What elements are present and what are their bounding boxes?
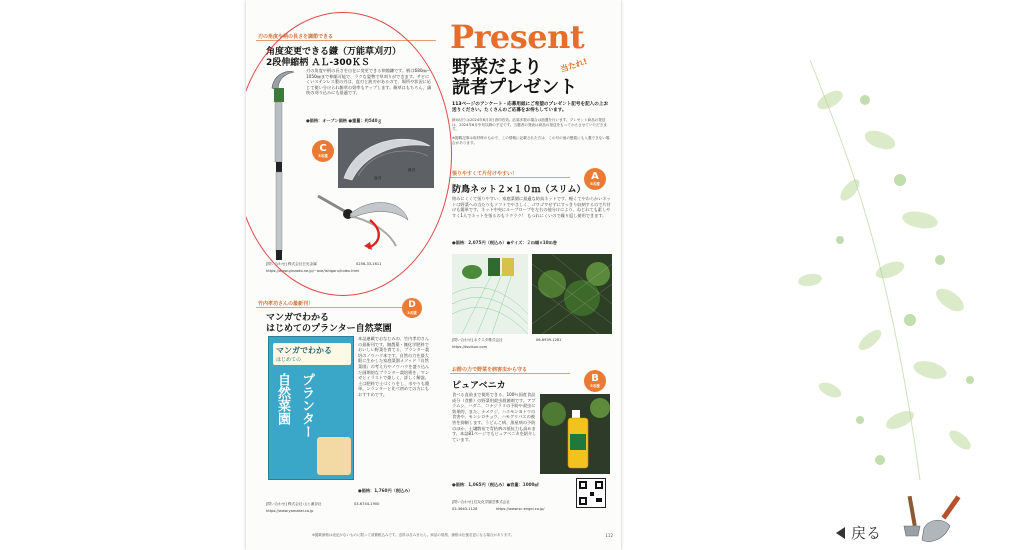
item-c-label-wave: 波刃 <box>408 168 416 172</box>
present-note: ※掲載記事は取材時のもので、この情報に記載された方は、この号の他の懸賞にも入選できない場合があります。 <box>452 136 610 145</box>
item-d-body: 本誌連載でおなじみの、竹内孝功さんの最新刊です。無農薬・無化学肥料でおいしい野菜を育てる、プランター栽培のノウハウ本です。自然の力を最大限に生かした家庭菜園メソッド『自然菜園』の考え方やノウハウを盛り込んだ画期的なプランター栽培術を、マンガとイラストで楽しく、詳しく解説。土は肥料で土づくりをし、水やりも簡単。ンランターと比べ初めての方にもおすすめです。 <box>358 336 430 397</box>
net-garden-photo <box>532 254 612 334</box>
item-c-rule <box>256 40 436 41</box>
item-d-badge-letter: D <box>408 300 416 310</box>
item-b-badge-count: 5名様 <box>590 384 600 388</box>
item-d-badge <box>402 298 422 318</box>
item-b-contact: [問い合わせ] 住友化学園芸株式会社 <box>452 500 510 504</box>
item-c-badge-count: 3名様 <box>318 154 328 158</box>
book-cover-photo <box>268 336 354 480</box>
item-c-phone: 0256-33-1611 <box>356 262 382 266</box>
item-d-phone: 03-6744-1900 <box>354 502 380 506</box>
item-a-title: 防鳥ネット２×１０ｍ（スリム） <box>452 185 586 195</box>
angle-adjust-photo <box>312 190 412 252</box>
item-a-contact: [問い合わせ] ネクスタ株式会社 <box>452 338 503 342</box>
present-atare-badge: 当たれ! <box>559 56 589 75</box>
item-a-price: ●価格：2,075円（税込み）●サイズ：２ｍ幅×10ｍ巻 <box>452 240 557 245</box>
book-cover-illustration <box>317 437 351 475</box>
present-heading: Present <box>450 18 585 56</box>
item-d-title-1: マンガでわかる <box>266 313 330 323</box>
item-c-badge-letter: C <box>319 143 327 154</box>
item-a-kicker: 張りやすくて片付けやすい！ <box>452 171 518 177</box>
item-b-kicker: お酢の力で野菜を病害虫から守る <box>452 367 528 373</box>
item-d-title-2: はじめてのプランター自然菜園 <box>266 324 392 334</box>
item-c-price: ●価格：オープン価格 ●重量：約540ｇ <box>306 118 382 123</box>
item-b-phone: 03-3663-1128 <box>452 507 478 511</box>
item-a-phone: 06-6939-1281 <box>536 338 562 342</box>
book-cover-title-2: はじめての <box>276 357 302 363</box>
back-arrow-icon <box>836 527 845 539</box>
leaf-decoration <box>770 40 1015 510</box>
item-c-kicker: 刃の角度や柄の長さを調節できる <box>258 34 334 40</box>
item-b-price: ●価格：1,065円（税込み）●容量：1000㎖ <box>452 482 539 487</box>
item-c-title-1: 角度変更できる鎌（万能草刈刃） <box>266 47 402 57</box>
present-deadline: 締め切りは2024年6月3日消印有効。応募多数の場合は抽選を行います。プレゼント商品の発送は、2024年6月中旬以降の予定です。当選者の発表は商品の発送をもってかえさせていただきます。 <box>452 118 607 132</box>
item-d-contact: [問い合わせ] 株式会社 山と溪谷社 <box>266 502 322 506</box>
item-a-badge-letter: A <box>591 171 599 182</box>
item-b-rule <box>450 373 570 374</box>
item-a-rule <box>450 177 570 178</box>
item-d-price: ●価格：1,760円（税込み） <box>358 488 413 493</box>
footer-note: ※掲載価格は表記がないものに限って消費税込みです。送料は含みません。商品の規格、価格は仕様変更になる場合があります。 <box>312 533 515 537</box>
present-lead: 113ページのアンケート・応募用紙にご希望のプレゼント記号を記入の上お送りください。たくさんのご応募をお待ちしています。 <box>452 102 609 113</box>
qr-code[interactable] <box>576 478 606 508</box>
sickle-photo <box>264 66 306 266</box>
present-title-line-2: 読者プレゼント <box>452 77 578 98</box>
page-number: 112 <box>605 533 613 538</box>
item-d-badge-count: 3名様 <box>407 311 417 315</box>
item-c-url[interactable]: https://www.ginzado.ne.jp/~ave/ishigaru/index.html <box>266 269 360 273</box>
book-cover-title-3: プランター <box>299 373 314 438</box>
spray-bottle-photo <box>540 394 610 474</box>
back-button-label: 戻る <box>851 524 882 542</box>
item-d-url[interactable]: https://www.yamakei.co.jp <box>266 509 314 513</box>
book-cover-title-1: マンガでわかる <box>276 346 332 355</box>
net-product-photo <box>452 254 528 334</box>
item-b-body: 食べる直前まで使用できる、100％国産食品成分（食酢）の野菜用殺虫殺菌剤です。アブラムシ、ハダニ、コナジラミの予防や殺虫に効果的、また、ナメクジ、ハスモンヨトウの食害や、モンシロチョウ、ハモグリバエの被害を抑制します。うどんこ病、黒星病の予防のほか、土壌散布で青枯病の抵抗力も高めます。本誌81ページでもピュアベニカを紹介しています。 <box>452 392 537 442</box>
item-c-title-2: 2段伸縮柄 ＡＬ-300ＫＳ <box>266 58 370 68</box>
book-cover-title-4: 自然菜園 <box>275 373 290 425</box>
item-c-badge <box>312 140 334 162</box>
item-d-rule <box>256 307 406 308</box>
item-b-badge <box>584 370 606 392</box>
item-b-title: ピュアベニカ <box>452 381 506 391</box>
blade-closeup-photo <box>338 128 434 188</box>
item-c-label-straight: 直刃 <box>374 176 382 180</box>
item-b-url[interactable]: https://www.sc-engei.co.jp/ <box>496 507 545 511</box>
item-a-url[interactable]: https://tsutsun.com <box>452 345 488 349</box>
item-a-badge <box>584 168 606 190</box>
item-d-kicker: 竹内孝功さんの最新刊！ <box>258 301 314 307</box>
present-title-line-1: 野菜だより <box>452 57 542 78</box>
garden-tools-icon <box>900 490 980 550</box>
item-a-body: 絡みにくくて張りやすい、家庭菜園に最適な防鳥ネットです。軽くてやわらかいネットは野菜への当たりもソフトでやさしく、ゴワゴワせずにすっきり収納するので片付けも簡単です。ネット中央にループロープを左右の他分けにより、ねじれても素しやすく1人でネットを張るのもラクラク！ もつれにくいので繰り返し使用できます。 <box>452 196 611 218</box>
magazine-page <box>246 0 621 550</box>
back-button[interactable] <box>836 522 881 543</box>
item-b-badge-letter: B <box>591 373 599 384</box>
item-c-body: 刃の角度や柄の長さを自在に変更できる伸縮鎌です。柄は680㎜〜1050㎜まで伸縮可能で、ラクな姿勢で草刈りができます。サビにくいステンレス製の刃は、直刃と波刃があるので、場所や状況に応じて使い分けられ雑草の効率もアップします。雑草はもちろん、細枝の刈り込みにも最適です。 <box>306 68 432 96</box>
item-c-contact: [問い合わせ] 株式会社日光金属 <box>266 262 317 266</box>
item-a-badge-count: 8名様 <box>590 182 600 186</box>
